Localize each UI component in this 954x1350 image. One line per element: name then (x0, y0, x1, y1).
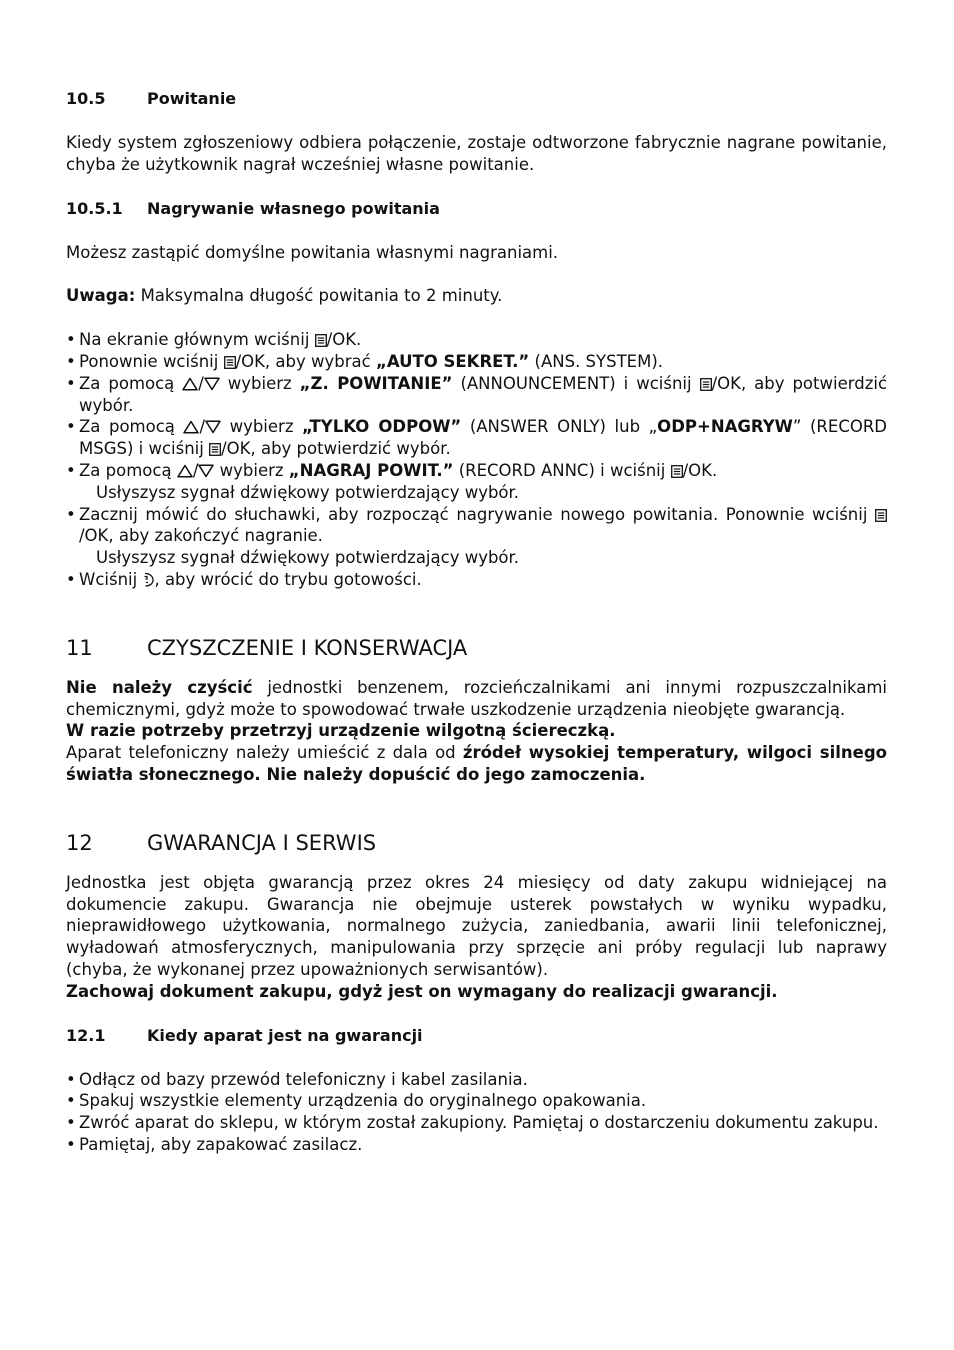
list-item: • Na ekranie głównym wciśnij /OK. (66, 329, 887, 351)
heading-12-1 (66, 1025, 887, 1047)
heading-title: GWARANCJA I SERWIS (147, 830, 377, 855)
heading-10-5 (66, 88, 887, 110)
list-item: • Pamiętaj, aby zapakować zasilacz. (66, 1134, 887, 1156)
heading-10-5-1 (66, 198, 887, 220)
list-item: • Odłącz od bazy przewód telefoniczny i kabel zasilania. (66, 1069, 887, 1091)
heading-number: 12.1 (66, 1025, 106, 1045)
paragraph-12: Jednostka jest objęta gwarancją przez okres 24 miesięcy od daty zakupu widniejącej na dokumencie zakupu. Gwarancja nie obejmuje usterek powstałych w wyniku wypadku, nieprawidłowego użytkowania, normalnego zużycia, zaniedbania, awarii linii telefonicznej, wyładowań atmosferycznych, manipulowania przy sprzęcie ani próby regulacji lub naprawy (chyba, że wykonanej przez upoważnionych serwisantów). (66, 872, 887, 979)
list-item: • Za pomocą / wybierz „NAGRAJ POWIT.” (RECORD ANNC) i wciśnij /OK. (66, 460, 887, 482)
note-paragraph (66, 285, 887, 307)
heading-11 (66, 634, 887, 662)
list-item: • Zacznij mówić do słuchawki, aby rozpocząć nagrywanie nowego powitania. Ponownie wciśnij /OK, aby zakończyć nagranie. (66, 504, 887, 548)
heading-title: Nagrywanie własnego powitania (147, 198, 440, 218)
heading-title: Kiedy aparat jest na gwarancji (147, 1025, 423, 1045)
down-triangle-icon (204, 377, 220, 391)
down-triangle-icon (198, 464, 214, 478)
menu-icon (224, 356, 236, 369)
paragraph-12-bold: Zachowaj dokument zakupu, gdyż jest on wymagany do realizacji gwarancji. (66, 981, 778, 1001)
up-triangle-icon (177, 464, 193, 478)
heading-title: Powitanie (147, 89, 237, 108)
menu-icon (671, 465, 683, 478)
menu-icon (875, 509, 887, 522)
paragraph-10-5-1: Możesz zastąpić domyślne powitania własnymi nagraniami. (66, 242, 559, 262)
heading-title: CZYSZCZENIE I KONSERWACJA (147, 635, 468, 660)
heading-number: 10.5.1 (66, 198, 123, 218)
list-item: • Wciśnij , aby wrócić do trybu gotowości. (66, 569, 887, 591)
menu-icon (315, 334, 327, 347)
up-triangle-icon (182, 377, 198, 391)
list-item: • Ponownie wciśnij /OK, aby wybrać „AUTO SEKRET.” (ANS. SYSTEM). (66, 351, 887, 373)
heading-12 (66, 829, 887, 857)
list-item: • Za pomocą / wybierz „Z. POWITANIE” (ANNOUNCEMENT) i wciśnij /OK, aby potwierdzić wybór. (66, 373, 887, 417)
list-item: • Za pomocą / wybierz „TYLKO ODPOW” (ANSWER ONLY) lub „ODP+NAGRYW” (RECORD MSGS) i wciśnij /OK, aby potwierdzić wybór. (66, 416, 887, 460)
paragraph-11-1: Nie należy czyścić jednostki benzenem, rozcieńczalnikami ani innymi rozpuszczalnikami chemicznymi, gdyż może to spowodować trwałe uszkodzenie urządzenia nieobjęte gwarancją. (66, 677, 887, 719)
confirm-note: Usłyszysz sygnał dźwiękowy potwierdzający wybór. (96, 548, 520, 568)
heading-number: 10.5 (66, 89, 106, 108)
document-page (66, 88, 887, 1156)
menu-icon (700, 378, 712, 391)
down-triangle-icon (205, 420, 221, 434)
menu-icon (209, 443, 221, 456)
paragraph-10-5: Kiedy system zgłoszeniowy odbiera połączenie, zostaje odtworzone fabrycznie nagrane powitanie, chyba że użytkownik nagrał wcześniej własne powitanie. (66, 133, 887, 174)
list-item: • Spakuj wszystkie elementy urządzenia do oryginalnego opakowania. (66, 1090, 887, 1112)
note-label: Uwaga: (66, 286, 136, 306)
up-triangle-icon (183, 420, 199, 434)
warranty-steps-list (66, 1069, 887, 1156)
paragraph-11-3: Aparat telefoniczny należy umieścić z dala od źródeł wysokiej temperatury, wilgoci silnego światła słonecznego. Nie należy dopuścić do jego zamoczenia. (66, 743, 887, 784)
note-text: Maksymalna długość powitania to 2 minuty. (135, 286, 503, 306)
paragraph-11-2: W razie potrzeby przetrzyj urządzenie wilgotną ściereczką. (66, 721, 616, 741)
steps-list (66, 329, 887, 591)
end-call-icon (142, 572, 154, 587)
list-item: • Zwróć aparat do sklepu, w którym został zakupiony. Pamiętaj o dostarczeniu dokumentu zakupu. (66, 1112, 887, 1134)
heading-number: 12 (66, 830, 93, 855)
heading-number: 11 (66, 635, 93, 660)
confirm-note: Usłyszysz sygnał dźwiękowy potwierdzający wybór. (96, 482, 520, 502)
